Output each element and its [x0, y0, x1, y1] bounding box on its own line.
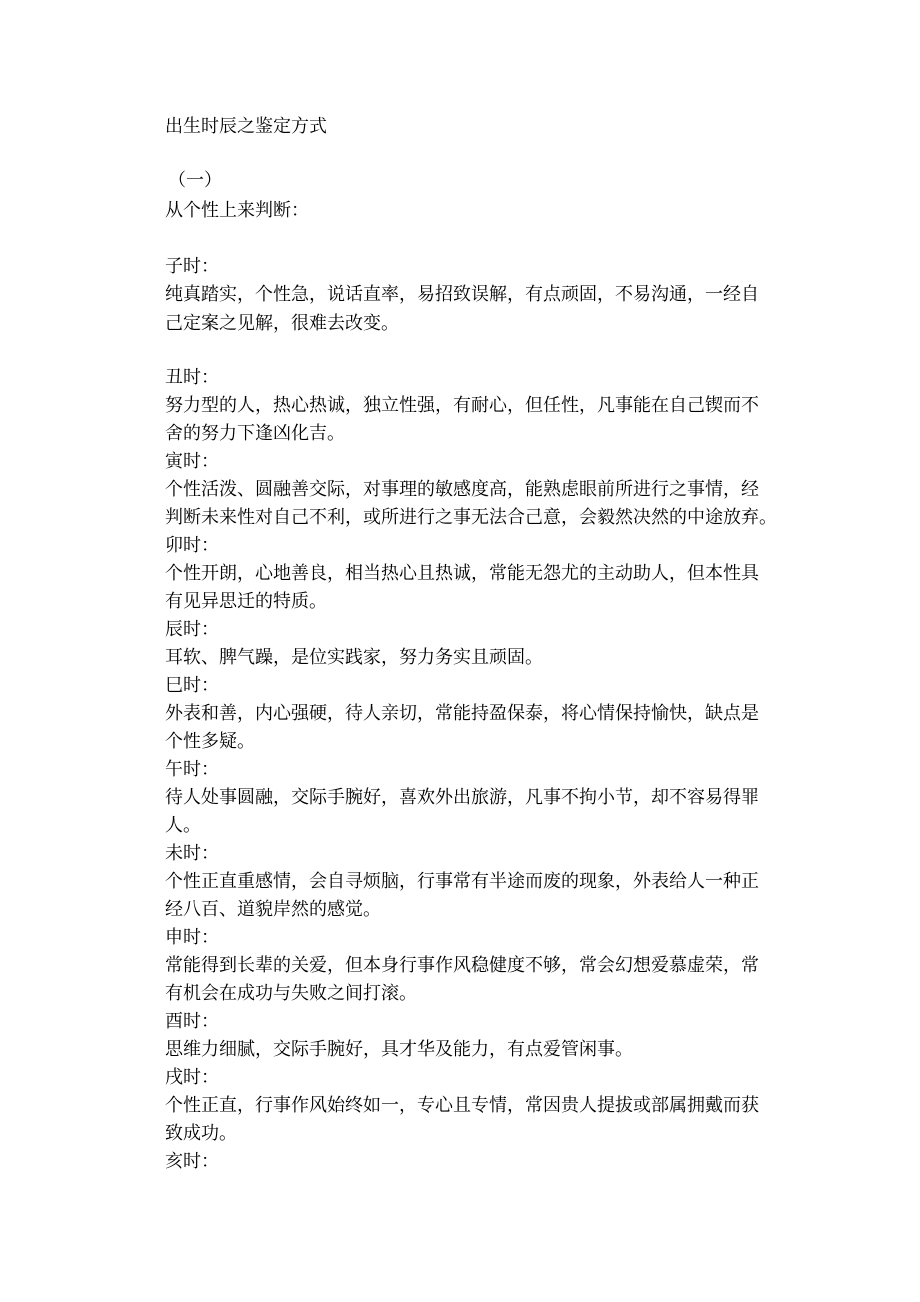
- entry-label-si: 巳时：: [165, 675, 219, 696]
- entry-label-wei: 未时：: [165, 843, 219, 864]
- entry-label-mao: 卯时：: [165, 535, 219, 556]
- entry-text-line: 个性开朗，心地善良，相当热心且热诚，常能无怨尤的主动助人，但本性具: [165, 563, 759, 584]
- entry-label-chou: 丑时：: [165, 367, 219, 388]
- entry-label-chen: 辰时：: [165, 619, 219, 640]
- section-heading: 从个性上来判断：: [165, 200, 309, 221]
- document-title: 出生时辰之鉴定方式: [165, 116, 327, 137]
- entry-text-line: 外表和善，内心强硬，待人亲切，常能持盈保泰，将心情保持愉快，缺点是: [165, 703, 759, 724]
- entry-label-shen: 申时：: [165, 927, 219, 948]
- entry-text-line: 有见异思迁的特质。: [165, 591, 327, 612]
- entry-text-line: 人。: [165, 815, 201, 836]
- entry-text-line: 舍的努力下逢凶化吉。: [165, 423, 345, 444]
- entry-text-line: 努力型的人，热心热诚，独立性强，有耐心，但任性，凡事能在自己锲而不: [165, 395, 759, 416]
- entry-text-line: 己定案之见解，很难去改变。: [165, 313, 399, 334]
- entry-text-line: 经八百、道貌岸然的感觉。: [165, 899, 381, 920]
- entry-label-xu: 戌时：: [165, 1067, 219, 1088]
- entry-text-line: 个性活泼、圆融善交际，对事理的敏感度高，能熟虑眼前所进行之事情，经: [165, 479, 759, 500]
- entry-text-line: 有机会在成功与失败之间打滚。: [165, 983, 417, 1004]
- entry-text-line: 致成功。: [165, 1123, 237, 1144]
- entry-text-line: 个性多疑。: [165, 731, 255, 752]
- entry-text-line: 常能得到长辈的关爱，但本身行事作风稳健度不够，常会幻想爱慕虚荣，常: [165, 955, 759, 976]
- entry-label-zi: 子时：: [165, 256, 219, 277]
- section-number: （一）: [168, 170, 222, 191]
- entry-label-hai: 亥时：: [165, 1151, 219, 1172]
- entry-text-line: 思维力细腻，交际手腕好，具才华及能力，有点爱管闲事。: [165, 1039, 633, 1060]
- entry-text-line: 耳软、脾气躁，是位实践家，努力务实且顽固。: [165, 647, 543, 668]
- entry-text-line: 纯真踏实，个性急，说话直率，易招致误解，有点顽固，不易沟通，一经自: [165, 284, 759, 305]
- entry-text-line: 待人处事圆融，交际手腕好，喜欢外出旅游，凡事不拘小节，却不容易得罪: [165, 787, 759, 808]
- entry-label-yin: 寅时：: [165, 451, 219, 472]
- entry-label-wu: 午时：: [165, 759, 219, 780]
- entry-text-line: 个性正直重感情，会自寻烦脑，行事常有半途而废的现象，外表给人一种正: [165, 871, 759, 892]
- entry-text-line: 判断未来性对自己不利，或所进行之事无法合己意，会毅然决然的中途放弃。: [165, 507, 777, 528]
- entry-text-line: 个性正直，行事作风始终如一，专心且专情，常因贵人提拔或部属拥戴而获: [165, 1095, 759, 1116]
- entry-label-you: 酉时：: [165, 1011, 219, 1032]
